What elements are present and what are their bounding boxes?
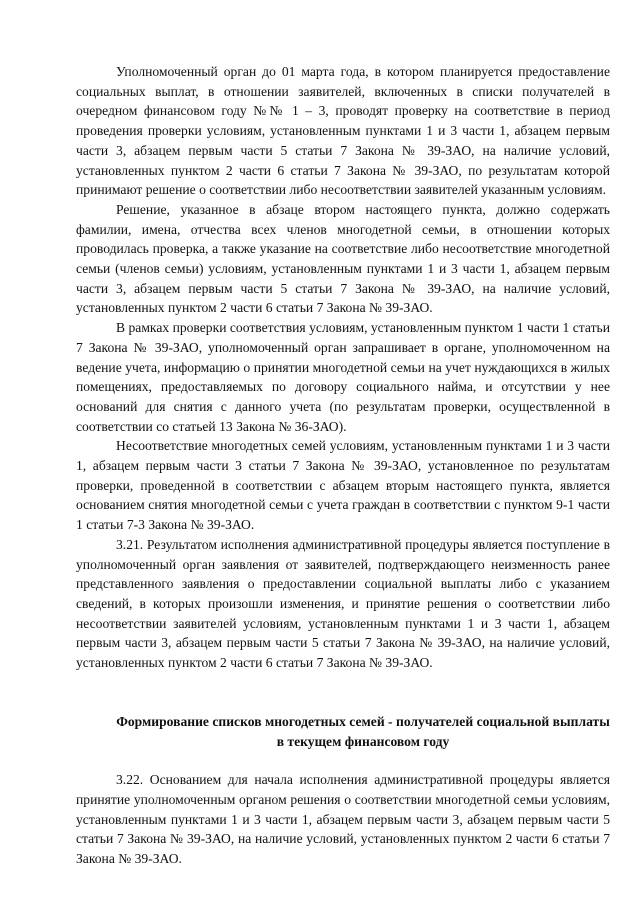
section-spacer bbox=[76, 673, 610, 712]
paragraph-decision-content: Решение, указанное в абзаце втором настоящего пункта, должно содержать фамилии, имена, отчества всех членов многодетной семьи, в отношении которых проводилась проверка, а также указание на соответствие либо несоответствие многодетной семьи (членов семьи) условиям, установленным пунктами 1 и 3 части 1, абзацем первым части 3, абзацем первым части 5 статьи 7 Закона № 39-ЗАО, на наличие условий, установленных пунктом 2 части 6 статьи 7 Закона № 39-ЗАО. bbox=[76, 201, 610, 316]
paragraph-nonconformity: Несоответствие многодетных семей условиям, установленным пунктами 1 и 3 части 1, абзацем первым части 3 статьи 7 Закона № 39-ЗАО, установленное по результатам проверки, проведенной в соответствии с абзацем вторым настоящего пункта, является основанием снятия многодетной семьи с учета граждан в соответствии с пунктом 9-1 части 1 статьи 7-3 Закона № 39-ЗАО. bbox=[76, 438, 610, 533]
section-heading: Формирование списков многодетных семей - получателей социальной выплаты в текущем финансовом году bbox=[116, 713, 610, 749]
paragraph-3-22: 3.22. Основанием для начала исполнения административной процедуры является принятие уполномоченным органом решения о соответствии многодетной семьи условиям, установленным пунктами 1 и 3 части 1, абзацем первым части 3, абзацем первым части 5 статьи 7 Закона № 39-ЗАО, на наличие условий, установленных пунктом 2 части 6 статьи 7 Закона № 39-ЗАО. bbox=[76, 772, 610, 867]
paragraph-deadline-check: Уполномоченный орган до 01 марта года, в котором планируется предоставление социальных выплат, в отношении заявителей, включенных в списки получателей в очередном финансовом году №№ 1 – 3, проводят проверку на соответствие в период проведения проверки условиям, установленным пунктами 1 и 3 части 1, абзацем первым части 3, абзацем первым части 5 статьи 7 Закона № 39-ЗАО, на наличие условий, установленных пунктом 2 части 6 статьи 7 Закона № 39-ЗАО, по результатам которой принимают решение о соответствии либо несоответствии заявителей указанным условиям. bbox=[76, 64, 610, 198]
paragraph-3-21: 3.21. Результатом исполнения административной процедуры является поступление в уполномоченный орган заявления от заявителей, подтверждающего неизменность ранее представленного заявления о предоставлении социальной выплаты либо с указанием сведений, в которых произошли изменения, и принятие решения о соответствии либо несоответствии заявителей условиям, установленным пунктами 1 и 3 части 1, абзацем первым части 3, абзацем первым части 5 статьи 7 Закона № 39-ЗАО, на наличие условий, установленных пунктом 2 части 6 статьи 7 Закона № 39-ЗАО. bbox=[76, 536, 610, 671]
paragraph-registry-request: В рамках проверки соответствия условиям, установленным пунктом 1 части 1 статьи 7 Закона № 39-ЗАО, уполномоченный орган запрашивает в органе, уполномоченном на ведение учета, информацию о принятии многодетной семьи на учет нуждающихся в жилых помещениях, предоставляемых по договору социального найма, и отсутствии у нее оснований для снятия с данного учета (по результатам проверки, осуществленной в соответствии со статьей 13 Закона № 36-ЗАО). bbox=[76, 320, 610, 434]
document-page bbox=[76, 62, 610, 869]
heading-spacer bbox=[76, 751, 610, 770]
